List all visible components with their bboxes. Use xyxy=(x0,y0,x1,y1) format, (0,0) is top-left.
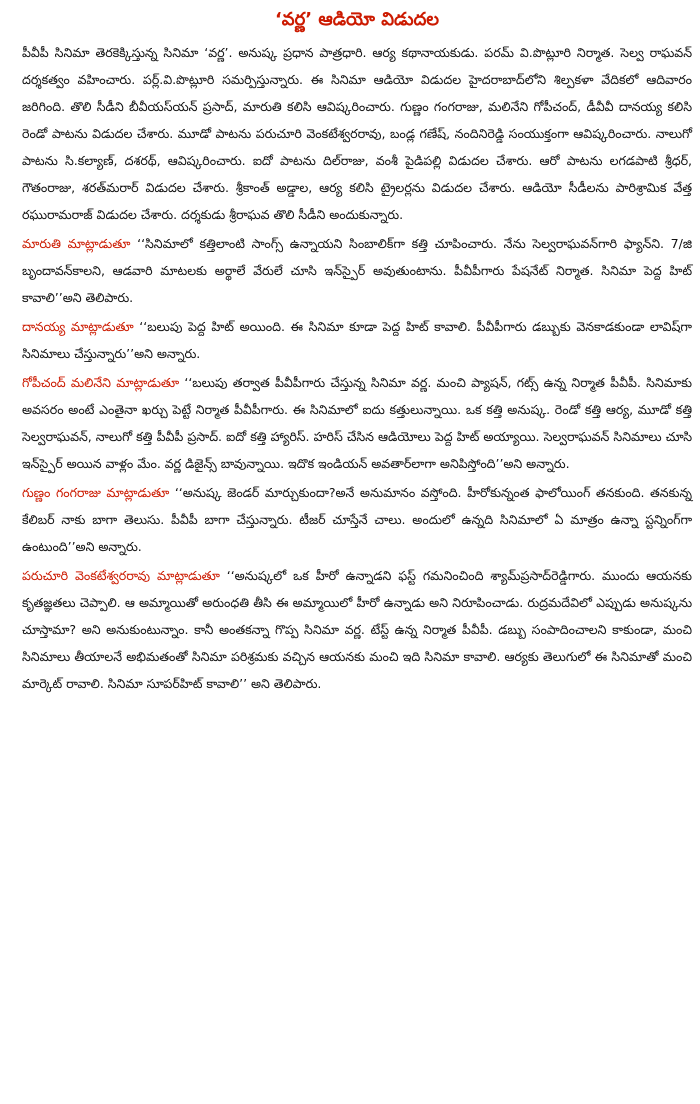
quote-paragraph-maruthi xyxy=(22,230,692,311)
quote-text: ‘‘బలుపు తర్వాత పీవీపీగారు చేస్తున్న సినిమా వర్ణ. మంచి ప్యాషన్, గట్స్ ఉన్న నిర్మాత పీవీపీ. సినిమాకు అవసరం అంటే ఎంతైనా ఖర్చు పెట్టే నిర్మాత పీవీపీగారు. ఈ సినిమాలో ఐదు కత్తులున్నాయి. ఒక కత్తి అనుష్క. రెండో కత్తి ఆర్య, మూడో కత్తి సెల్వరాఘవన్, నాలుగో కత్తి పీవీపీ ప్రసాద్. ఐదో కత్తి హ్యారిస్. హరిస్ చేసిన ఆడియోలు పెద్ద హిట్ అయ్యాయి. సెల్వరాఘవన్ సినిమాలు చూసి ఇన్‌స్పైర్ అయిన వాళ్లం మేం. వర్ణ డిజైన్స్ బావున్నాయి. ఇదొక ఇండియన్ అవతార్‌లాగా అనిపిస్తోంది’’అని అన్నారు. xyxy=(22,375,692,471)
speaker-name: గుణ్ణం గంగరాజు మాట్లాడుతూ xyxy=(22,485,170,500)
quote-text: ‘‘అనుష్కలో ఒక హీరో ఉన్నాడని ఫస్ట్ గమనించింది శ్యామ్‌ప్రసాద్‌రెడ్డిగారు. ముందు ఆయనకు కృతజ్ఞతలు చెప్పాలి. ఆ అమ్మాయితో అరుంధతి తీసి ఈ అమ్మాయిలో హీరో ఉన్నాడు అని నిరూపించాడు. రుద్రమదేవిలో ఎప్పుడు అనుష్కను చూస్తామా? అని అనుకుంటున్నాం. కానీ అంతకన్నా గొప్ప సినిమా వర్ణ. టేస్ట్ ఉన్న నిర్మాత పీవీపీ. డబ్బు సంపాదించాలని కాకుండా, మంచి సినిమాలు తీయాలనే అభిమతంతో సినిమా పరిశ్రమకు వచ్చిన ఆయనకు మంచి ఇది సినిమా కావాలి. ఆర్యకు తెలుగులో ఈ సినిమాతో మంచి మార్కెట్ రావాలి. సినిమా సూపర్‌హిట్ కావాలి’’ అని తెలిపారు. xyxy=(22,568,692,691)
speaker-name: దానయ్య మాట్లాడుతూ xyxy=(22,319,134,334)
quote-text: ‘‘అనుష్క జెండర్ మార్చుకుందా?అనే అనుమానం వస్తోంది. హీరోకున్నంత ఫాలోయింగ్ తనకుంది. తనకున్న కేలిబర్ నాకు బాగా తెలుసు. పీవీపీ బాగా చేస్తున్నారు. టీజర్ చూస్తేనే చాలు. అందులో ఉన్నది సినిమాలో ఏ మాత్రం ఉన్నా స్టన్నింగ్‌గా ఉంటుంది’’అని అన్నారు. xyxy=(22,485,692,554)
quote-text: ‘‘సినిమాలో కత్తిలాంటి సాంగ్స్ ఉన్నాయని సింబాలిక్‌గా కత్తి చూపించారు. నేను సెల్వరాఘవన్‌గారి ఫ్యాన్‌ని. 7/జి బృందావన్‌కాలని, ఆడవారి మాటలకు అర్థాలే వేరులే చూసి ఇన్‌స్పైర్ అవుతుంటాను. పీవీపీగారు పేషనేట్ నిర్మాత. సినిమా పెద్ద హిట్ కావాలి’’అని తెలిపారు. xyxy=(22,236,692,305)
article-title: ‘వర్ణ’ ఆడియో విడుదల xyxy=(274,9,440,30)
quote-paragraph-danayya xyxy=(22,313,692,367)
intro-paragraph: పీవీపీ సినిమా తెరకెక్కిస్తున్న సినిమా ‘వర్ణ’. అనుష్క ప్రధాన పాత్రధారి. ఆర్య కథానాయకుడు. పరమ్ వి.పొట్లూరి నిర్మాత. సెల్వ రాఘవన్ దర్శకత్వం వహించారు. పర్ల్.వి.పొట్లూరి సమర్పిస్తున్నారు. ఈ సినిమా ఆడియో విడుదల హైదరాబాద్‌లోని శిల్పకళా వేదికలో ఆదివారం జరిగింది. తొలి సీడీని బీవీయస్‌యన్ ప్రసాద్, మారుతి కలిసి ఆవిష్కరించారు. గుణ్ణం గంగరాజు, మలినేని గోపీచంద్, డీవీవీ దానయ్య కలిసి రెండో పాటను విడుదల చేశారు. మూడో పాటను పరుచూరి వెంకటేశ్వరరావు, బండ్ల గణేష్, నందినిరెడ్డి సంయుక్తంగా ఆవిష్కరించారు. నాలుగో పాటను సి.కల్యాణ్, దశరథ్, ఆవిష్కరించారు. ఐదో పాటను దిల్‌రాజు, వంశీ పైడిపల్లి విడుదల చేశారు. ఆరో పాటను లగడపాటి శ్రీధర్, గౌతంరాజు, శరత్‌మరార్ విడుదల చేశారు. శ్రీకాంత్ అడ్డాల, ఆర్య కలిసి ట్రైలర్లను విడుదల చేశారు. ఆడియో సీడీలను పారిశ్రామిక వేత్త రఘురామరాజ్ విడుదల చేశారు. దర్శకుడు శ్రీరాఘవ తొలి సీడీని అందుకున్నారు. xyxy=(22,45,692,222)
quote-paragraph-paruchuri xyxy=(22,562,692,697)
speaker-name: గోపీచంద్ మలినేని మాట్లాడుతూ xyxy=(22,375,180,390)
quote-text: ‘‘బలుపు పెద్ద హిట్ అయింది. ఈ సినిమా కూడా పెద్ద హిట్ కావాలి. పీవీపీగారు డబ్బుకు వెనకాడకుండా లావిష్‌గా సినిమాలు చేస్తున్నారు’’అని అన్నారు. xyxy=(22,319,692,361)
quote-paragraph-gangaraju xyxy=(22,479,692,560)
speaker-name: పరుచూరి వెంకటేశ్వరరావు మాట్లాడుతూ xyxy=(22,568,220,583)
quote-paragraph-gopichand xyxy=(22,369,692,477)
speaker-name: మారుతి మాట్లాడుతూ xyxy=(22,236,131,251)
